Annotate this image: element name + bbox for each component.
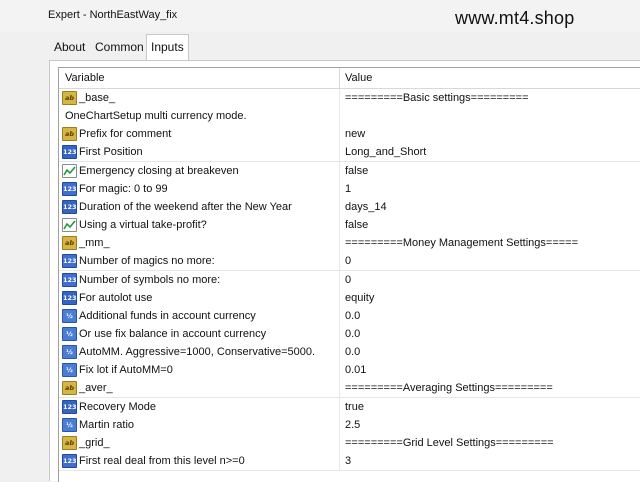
- tab-common[interactable]: Common: [95, 40, 144, 54]
- double-type-icon: ½: [62, 345, 77, 359]
- cell-divider: [339, 289, 340, 307]
- variable-value[interactable]: true: [345, 400, 364, 413]
- variable-value[interactable]: 0.0: [345, 327, 361, 340]
- double-type-icon: ½: [62, 327, 77, 341]
- variable-value[interactable]: new: [345, 128, 366, 141]
- enum-type-icon: 123: [62, 200, 77, 214]
- string-type-icon: ab: [62, 236, 77, 250]
- table-row[interactable]: [59, 307, 640, 326]
- integer-type-icon: 123: [62, 182, 77, 196]
- variable-name: First real deal from this level n>=0: [79, 455, 245, 467]
- variable-value[interactable]: 0: [345, 255, 352, 268]
- table-row[interactable]: [59, 180, 640, 199]
- cell-divider: [339, 143, 340, 161]
- table-row[interactable]: [59, 343, 640, 362]
- variable-value[interactable]: false: [345, 164, 369, 177]
- variable-name: Number of magics no more:: [79, 255, 215, 268]
- enum-type-icon: 123: [62, 291, 77, 305]
- cell-divider: [339, 379, 340, 397]
- string-type-icon: ab: [62, 436, 77, 450]
- variable-value[interactable]: =========Money Management Settings=====: [345, 237, 579, 250]
- table-header: [59, 68, 640, 89]
- variable-name: Using a virtual take-profit?: [79, 219, 207, 232]
- variable-name: _mm_: [79, 237, 110, 250]
- table-row[interactable]: [59, 434, 640, 453]
- cell-divider: [339, 252, 340, 270]
- integer-type-icon: 123: [62, 454, 77, 468]
- variable-value[interactable]: =========Averaging Settings=========: [345, 382, 553, 395]
- table-row[interactable]: [59, 289, 640, 308]
- cell-divider: [339, 343, 340, 361]
- variable-value[interactable]: 0.0: [345, 309, 361, 322]
- cell-divider: [339, 89, 340, 107]
- table-row[interactable]: [59, 234, 640, 253]
- table-row[interactable]: [59, 143, 640, 162]
- table-row[interactable]: [59, 198, 640, 217]
- cell-divider: [339, 452, 340, 470]
- string-type-icon: ab: [62, 91, 77, 105]
- cell-divider: [339, 416, 340, 434]
- variable-value[interactable]: =========Grid Level Settings=========: [345, 436, 554, 449]
- variable-name: Additional funds in account currency: [79, 309, 256, 322]
- variable-name: First Position: [79, 146, 143, 159]
- table-row[interactable]: [59, 162, 640, 181]
- variable-name: OneChartSetup multi currency mode.: [65, 110, 247, 123]
- double-type-icon: ½: [62, 418, 77, 432]
- bool-type-icon: [62, 164, 77, 178]
- table-row[interactable]: [59, 361, 640, 380]
- column-divider[interactable]: [339, 68, 340, 88]
- window-title: Expert - NorthEastWay_fix: [48, 9, 178, 21]
- table-row[interactable]: [59, 252, 640, 271]
- table-row[interactable]: [59, 452, 640, 471]
- integer-type-icon: 123: [62, 273, 77, 287]
- cell-divider: [339, 198, 340, 216]
- variable-name: Duration of the weekend after the New Year: [79, 200, 292, 213]
- cell-divider: [339, 361, 340, 379]
- cell-divider: [339, 234, 340, 252]
- variable-name: _base_: [79, 92, 116, 104]
- variable-value[interactable]: Long_and_Short: [345, 146, 427, 159]
- variable-name: Martin ratio: [79, 418, 135, 431]
- table-row[interactable]: [59, 379, 640, 398]
- variable-value[interactable]: false: [345, 219, 369, 232]
- cell-divider: [339, 107, 340, 125]
- variable-value[interactable]: =========Basic settings=========: [345, 92, 529, 104]
- watermark-text: www.mt4.shop: [455, 8, 575, 28]
- variable-value[interactable]: 0.01: [345, 364, 367, 377]
- variable-name: Or use fix balance in account currency: [79, 327, 267, 340]
- variable-value[interactable]: days_14: [345, 200, 387, 213]
- column-header-value[interactable]: Value: [345, 72, 373, 84]
- enum-type-icon: 123: [62, 400, 77, 414]
- cell-divider: [339, 180, 340, 198]
- variable-name: Prefix for comment: [79, 128, 172, 141]
- cell-divider: [339, 325, 340, 343]
- table-row[interactable]: [59, 89, 640, 108]
- integer-type-icon: 123: [62, 254, 77, 268]
- variable-name: AutoMM. Aggressive=1000, Conservative=5000.: [79, 346, 316, 359]
- double-type-icon: ½: [62, 309, 77, 323]
- column-header-variable[interactable]: Variable: [65, 72, 105, 84]
- cell-divider: [339, 216, 340, 234]
- variable-value[interactable]: 2.5: [345, 418, 361, 431]
- tab-inputs[interactable]: Inputs: [146, 34, 189, 61]
- variable-name: Recovery Mode: [79, 400, 157, 413]
- cell-divider: [339, 307, 340, 325]
- bool-type-icon: [62, 218, 77, 232]
- variable-name: _grid_: [79, 436, 110, 449]
- window-titlebar: [0, 0, 640, 32]
- cell-divider: [339, 162, 340, 180]
- enum-type-icon: 123: [62, 145, 77, 159]
- table-row[interactable]: [59, 216, 640, 235]
- cell-divider: [339, 398, 340, 416]
- string-type-icon: ab: [62, 381, 77, 395]
- cell-divider: [339, 434, 340, 452]
- cell-divider: [339, 125, 340, 143]
- table-row[interactable]: [59, 271, 640, 290]
- table-row[interactable]: [59, 398, 640, 417]
- tab-about[interactable]: About: [54, 40, 86, 54]
- cell-divider: [339, 271, 340, 289]
- inputs-panel: [49, 60, 640, 481]
- variable-value[interactable]: 3: [345, 455, 352, 467]
- variable-name: For autolot use: [79, 291, 153, 304]
- variable-name: Number of symbols no more:: [79, 273, 221, 286]
- table-row[interactable]: [59, 416, 640, 435]
- variable-name: Fix lot if AutoMM=0: [79, 364, 173, 377]
- variable-name: _aver_: [79, 382, 113, 395]
- table-row[interactable]: [59, 325, 640, 344]
- variable-value[interactable]: 0.0: [345, 346, 361, 359]
- string-type-icon: ab: [62, 127, 77, 141]
- variable-value[interactable]: 0: [345, 273, 352, 286]
- variable-value[interactable]: 1: [345, 182, 352, 195]
- double-type-icon: ½: [62, 363, 77, 377]
- variable-name: For magic: 0 to 99: [79, 182, 168, 195]
- variable-name: Emergency closing at breakeven: [79, 164, 239, 177]
- inputs-table: [58, 67, 640, 482]
- variable-value[interactable]: equity: [345, 291, 375, 304]
- table-row[interactable]: [59, 107, 640, 126]
- table-row[interactable]: [59, 125, 640, 144]
